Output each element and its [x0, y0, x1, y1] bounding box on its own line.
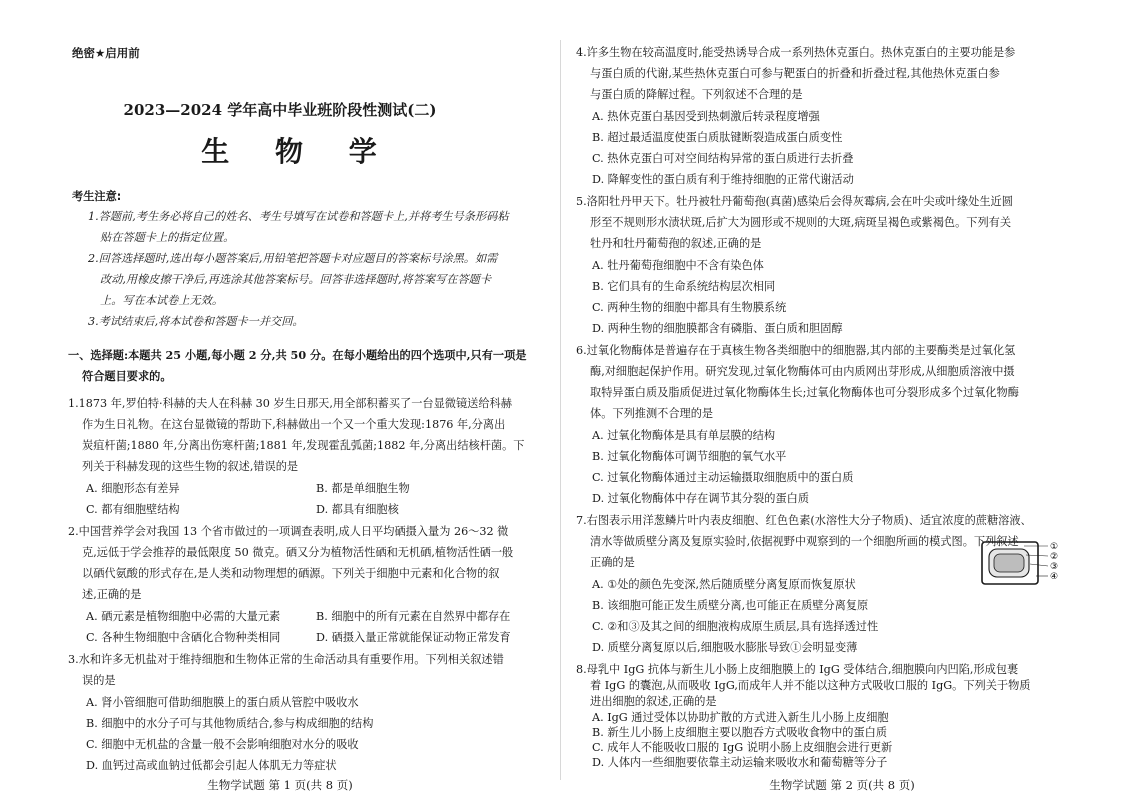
q7-option-a: A. ①处的颜色先变深,然后随质壁分离复原而恢复原状	[592, 578, 856, 591]
q8-option-a: A. IgG 通过受体以协助扩散的方式进入新生儿小肠上皮细胞	[592, 711, 889, 724]
q4-option-b: B. 超过最适温度使蛋白质肽键断裂造成蛋白质变性	[592, 131, 843, 144]
q8-stem: 8.母乳中 IgG 抗体与新生儿小肠上皮细胞膜上的 IgG 受体结合,细胞膜向内凹陷,形成包裹	[576, 663, 1019, 676]
q3-option-a: A. 肾小管细胞可借助细胞膜上的蛋白质从管腔中吸收水	[86, 696, 359, 709]
q6-option-d: D. 过氧化物酶体中存在调节其分裂的蛋白质	[592, 492, 810, 505]
subject-title: 生 物 学	[201, 135, 395, 168]
q5-option-c: C. 两种生物的细胞中都具有生物膜系统	[592, 301, 787, 314]
q7-option-d: D. 质壁分离复原以后,细胞吸水膨胀导致①会明显变薄	[592, 641, 858, 654]
q2-option-c: C. 各种生物细胞中含硒化合物种类相同	[86, 631, 281, 644]
q2-stem: 以硒代氨酸的形式存在,是人类和动物理想的硒源。下列关于细胞中元素和化合物的叙	[82, 567, 500, 580]
diagram-label: ③	[1050, 562, 1059, 572]
q4-stem: 与蛋白质的降解过程。下列叙述不合理的是	[590, 88, 803, 101]
q2-stem: 2.中国营养学会对我国 13 个省市做过的一项调查表明,成人日平均硒摄入量为 26～32 微	[68, 525, 509, 538]
leader-line	[1030, 564, 1048, 566]
q4-stem: 与蛋白质的代谢,某些热休克蛋白可参与靶蛋白的折叠和折叠过程,其他热休克蛋白参	[590, 67, 1000, 80]
notice-line: 1.答题前,考生务必将自己的姓名、考生号填写在试卷和答题卡上,并将考生号条形码粘	[88, 210, 509, 223]
q1-stem: 炭疽杆菌;1880 年,分离出伤寒杆菌;1881 年,发现霍乱弧菌;1882 年,分离出结核杆菌。下	[82, 439, 525, 452]
q3-stem: 3.水和许多无机盐对于维持细胞和生物体正常的生命活动具有重要作用。下列相关叙述错	[68, 653, 504, 666]
q2-stem: 述,正确的是	[82, 588, 142, 601]
q2-option-b: B. 细胞中的所有元素在自然界中都存在	[316, 610, 511, 623]
diagram-label: ②	[1050, 552, 1059, 562]
page-right	[562, 0, 1122, 794]
q3-option-b: B. 细胞中的水分子可与其他物质结合,参与构成细胞的结构	[86, 717, 374, 730]
page-footer: 生物学试题 第 1 页(共 8 页)	[207, 778, 353, 792]
q6-stem: 酶,对细胞起保护作用。研究发现,过氧化物酶体可由内质网出芽形成,从细胞质溶液中摄	[590, 365, 1015, 378]
page-left	[0, 0, 560, 794]
q6-option-c: C. 过氧化物酶体通过主动运输摄取细胞质中的蛋白质	[592, 471, 854, 484]
q6-stem: 取特异蛋白质及脂质促进过氧化物酶体生长;过氧化物酶体也可分裂形成多个过氧化物酶	[590, 386, 1019, 399]
q5-option-b: B. 它们具有的生命系统结构层次相同	[592, 280, 776, 293]
q8-option-d: D. 人体内一些细胞要依靠主动运输来吸收水和葡萄糖等分子	[592, 756, 888, 769]
q3-option-d: D. 血钙过高或血钠过低都会引起人体肌无力等症状	[86, 759, 337, 772]
q1-stem: 1.1873 年,罗伯特·科赫的夫人在科赫 30 岁生日那天,用全部积蓄买了一台显微镜送给科赫	[68, 397, 512, 410]
q7-option-c: C. ②和③及其之间的细胞液构成原生质层,具有选择透过性	[592, 620, 879, 633]
notice-line: 2.回答选择题时,选出每小题答案后,用铅笔把答题卡对应题目的答案标号涂黑。如需	[88, 252, 498, 265]
q6-option-b: B. 过氧化物酶体可调节细胞的氧气水平	[592, 450, 787, 463]
notice-line: 贴在答题卡上的指定位置。	[100, 231, 235, 244]
q8-stem: 进出细胞的叙述,正确的是	[590, 695, 717, 708]
q1-option-b: B. 都是单细胞生物	[316, 482, 410, 495]
q4-option-a: A. 热休克蛋白基因受到热刺激后转录程度增强	[592, 110, 820, 123]
q1-stem: 列关于科赫发现的这些生物的叙述,错误的是	[82, 460, 299, 473]
q5-option-a: A. 牡丹葡萄孢细胞中不含有染色体	[592, 259, 764, 272]
diagram-label: ①	[1050, 542, 1059, 552]
diagram-label: ④	[1050, 572, 1059, 582]
vacuole	[994, 554, 1024, 572]
q7-stem: 7.右图表示用洋葱鳞片叶内表皮细胞、红色色素(水溶性大分子物质)、适宜浓度的蔗糖溶液、	[576, 514, 1032, 527]
q2-stem: 克,远低于学会推荐的最低限度 50 微克。硒又分为植物活性硒和无机硒,植物活性硒一般	[82, 546, 514, 559]
cell-diagram	[980, 538, 1080, 588]
confidential-mark: 绝密★启用前	[72, 46, 140, 60]
q6-option-a: A. 过氧化物酶体是具有单层膜的结构	[592, 429, 776, 442]
q1-stem: 作为生日礼物。在这台显微镜的帮助下,科赫做出一个又一个重大发现:1876 年,分离出	[82, 418, 506, 431]
q6-stem: 6.过氧化物酶体是普遍存在于真核生物各类细胞中的细胞器,其内部的主要酶类是过氧化氢	[576, 344, 1016, 357]
notice-line: 上。写在本试卷上无效。	[100, 294, 224, 307]
q6-stem: 体。下列推测不合理的是	[590, 407, 714, 420]
section-instruction: 符合题目要求的。	[82, 369, 172, 383]
q5-option-d: D. 两种生物的细胞膜都含有磷脂、蛋白质和胆固醇	[592, 322, 843, 335]
q3-option-c: C. 细胞中无机盐的含量一般不会影响细胞对水分的吸收	[86, 738, 359, 751]
q4-stem: 4.许多生物在较高温度时,能受热诱导合成一系列热休克蛋白。热休克蛋白的主要功能是参	[576, 46, 1016, 59]
q8-option-b: B. 新生儿小肠上皮细胞主要以胞吞方式吸收食物中的蛋白质	[592, 726, 888, 739]
notice-line: 改动,用橡皮擦干净后,再选涂其他答案标号。回答非选择题时,将答案写在答题卡	[100, 273, 492, 286]
q4-option-d: D. 降解变性的蛋白质有利于维持细胞的正常代谢活动	[592, 173, 854, 186]
q1-option-a: A. 细胞形态有差异	[86, 482, 180, 495]
notice-line: 3.考试结束后,将本试卷和答题卡一并交回。	[88, 315, 304, 328]
q4-option-c: C. 热休克蛋白可对空间结构异常的蛋白质进行去折叠	[592, 152, 854, 165]
exam-title: 2023—2024 学年高中毕业班阶段性测试(二)	[123, 101, 437, 119]
q5-stem: 5.洛阳牡丹甲天下。牡丹被牡丹葡萄孢(真菌)感染后会得灰霉病,会在叶尖或叶缘处生近圆	[576, 195, 1013, 208]
q3-stem: 误的是	[82, 674, 116, 687]
section-instruction: 一、选择题:本题共 25 小题,每小题 2 分,共 50 分。在每小题给出的四个选项中,只有一项是	[68, 348, 527, 362]
q7-option-b: B. 该细胞可能正发生质壁分离,也可能正在质壁分离复原	[592, 599, 869, 612]
page-footer: 生物学试题 第 2 页(共 8 页)	[769, 778, 915, 792]
notice-header: 考生注意:	[72, 190, 122, 203]
q5-stem: 牡丹和牡丹葡萄孢的叙述,正确的是	[590, 237, 762, 250]
q8-option-c: C. 成年人不能吸收口服的 IgG 说明小肠上皮细胞会进行更新	[592, 741, 893, 754]
q1-option-d: D. 都具有细胞核	[316, 503, 399, 516]
q7-stem: 正确的是	[590, 556, 635, 569]
q1-option-c: C. 都有细胞壁结构	[86, 503, 180, 516]
q5-stem: 形至不规则形水渍状斑,后扩大为圆形或不规则的大斑,病斑呈褐色或紫褐色。下列有关	[590, 216, 1012, 229]
q8-stem: 着 IgG 的囊泡,从而吸收 IgG,而成年人并不能以这种方式吸收口服的 IgG。下列关于物质	[590, 679, 1031, 692]
q2-option-a: A. 硒元素是植物细胞中必需的大量元素	[86, 610, 281, 623]
q7-stem: 清水等做质壁分离及复原实验时,依据视野中观察到的一个细胞所画的模式图。下列叙述	[590, 535, 1019, 548]
q2-option-d: D. 硒摄入量正常就能保证动物正常发育	[316, 631, 511, 644]
